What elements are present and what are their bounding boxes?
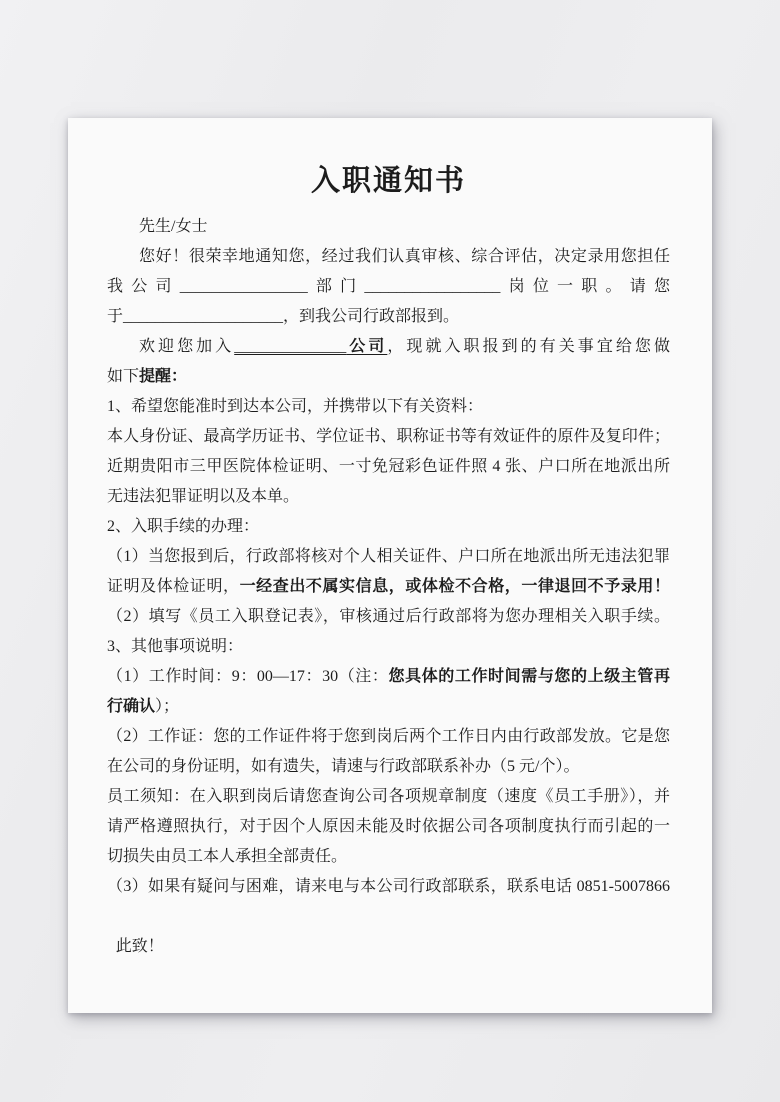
rejection-warning-emphasis: 一经查出不属实信息，或体检不合格，一律退回不予录用！ [239,578,670,595]
reminder-prefix: 如下 [107,368,140,385]
notice-text-1: 员工须知：在入职到岗后请您查询公司各项规章制度（速度《员工手册》），并 [107,788,670,805]
blank-line [107,902,670,932]
verification-text-2: 证明及体检证明， [107,578,240,595]
department-label: 部门 [307,278,365,295]
company-department-line [107,272,670,302]
contact-text: （3）如果有疑问与困难，请来电与本公司行政部联系，联系电话 0851-5007866 [107,878,670,895]
working-hours-text: （1）工作时间：9：00—17：30（注： [107,668,389,685]
company-name-blank-field: ______________ [234,338,347,355]
employee-notice-line-3 [107,842,670,872]
employee-notice-line-2 [107,812,670,842]
employee-notice-line-1 [107,782,670,812]
item2-sub1-line-2 [107,572,670,602]
confirm-punctuation: ）； [155,698,180,715]
intro-line-1 [107,242,670,272]
item3-sub2-line-2 [107,752,670,782]
position-blank-field: _________________ [364,278,501,295]
report-location-text: ，到我公司行政部报到。 [283,308,460,325]
salutation-text: 先生/女士 [139,218,208,235]
closing-line [107,932,670,962]
item1-materials-line-2 [107,452,670,482]
item3-sub2-line-1 [107,722,670,752]
reminder-emphasis: 提醒： [139,368,188,385]
welcome-prefix: 欢迎您加入 [139,338,235,355]
document-page [68,118,712,1013]
item2-text: 2、入职手续的办理： [107,518,260,535]
item3-sub1-line-1 [107,662,670,692]
item3-sub1-line-2 [107,692,670,722]
item2-sub2-line [107,602,670,632]
report-date-line [107,302,670,332]
company-label: 我公司 [107,278,180,295]
confirm-emphasis: 行确认 [107,698,156,715]
item2-sub1-line-1 [107,542,670,572]
item3-sub3-line [107,872,670,902]
document-title: 入职通知书 [310,165,466,197]
verification-text-1: （1）当您报到后，行政部将核对个人相关证件、户口所在地派出所无违法犯罪 [107,548,670,565]
welcome-suffix: ，现就入职报到的有关事宜给您做 [387,338,670,355]
materials-text-3: 无违法犯罪证明以及本单。 [107,488,300,505]
materials-text-2: 近期贵阳市三甲医院体检证明、一寸免冠彩色证件照 4 张、户口所在地派出所 [107,458,670,475]
date-blank-field: ____________________ [123,308,284,325]
item1-materials-line-3 [107,482,670,512]
item3-text: 3、其他事项说明： [107,638,244,655]
intro-text: 您好！很荣幸地通知您，经过我们认真审核、综合评估，决定录用您担任 [139,248,670,265]
company-word-emphasis: 公司 [346,338,388,355]
registration-form-text: （2）填写《员工入职登记表》，审核通过后行政部将为您办理相关入职手续。 [107,608,670,625]
notice-text-2: 请严格遵照执行，对于因个人原因未能及时依据公司各项制度执行而引起的一 [107,818,670,835]
working-hours-note-emphasis: 您具体的工作时间需与您的上级主管再 [388,668,670,685]
work-badge-text-1: （2）工作证：您的工作证件将于您到岗后两个工作日内由行政部发放。它是您 [107,728,670,745]
position-label: 岗位一职。请您 [500,278,670,295]
item1-heading [107,392,670,422]
salutation-line [107,212,670,242]
notice-text-3: 切损失由员工本人承担全部责任。 [107,848,348,865]
item2-heading [107,512,670,542]
closing-text: 此致！ [115,938,164,955]
date-prefix: 于 [107,308,124,325]
item1-text: 1、希望您能准时到达本公司，并携带以下有关资料： [107,398,484,415]
item1-materials-line-1 [107,422,670,452]
item3-heading [107,632,670,662]
materials-text-1: 本人身份证、最高学历证书、学位证书、职称证书等有效证件的原件及复印件； [107,428,670,445]
department-blank-field: ________________ [179,278,308,295]
welcome-line [107,332,670,362]
work-badge-text-2: 在公司的身份证明，如有遗失，请速与行政部联系补办（5 元/个）。 [107,758,580,775]
reminder-label-line [107,362,670,392]
